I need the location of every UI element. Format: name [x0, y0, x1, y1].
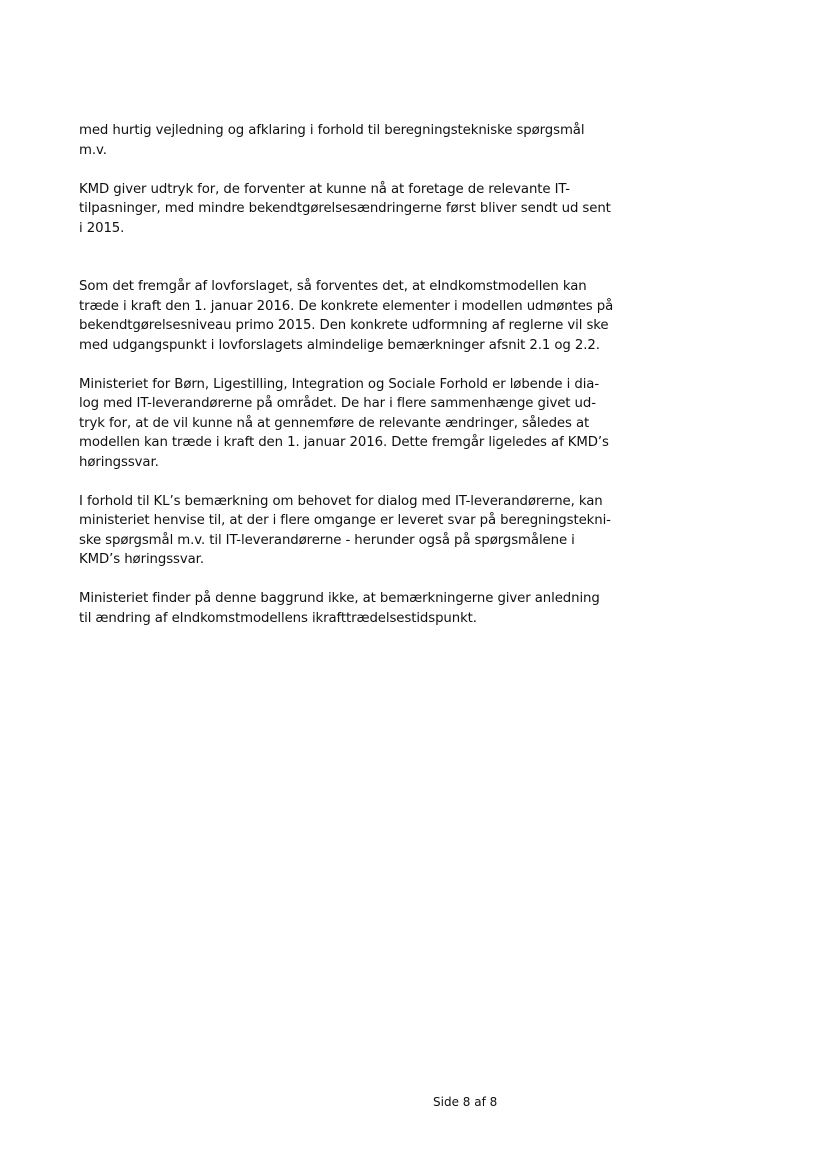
text-line: modellen kan træde i kraft den 1. januar 2016. Dette fremgår ligeledes af KMD’s — [79, 435, 609, 450]
paragraph-6 — [79, 589, 624, 628]
text-line: log med IT-leverandørerne på området. De har i flere sammenhænge givet ud- — [79, 396, 596, 411]
text-line: tilpasninger, med mindre bekendtgørelsesændringerne først bliver sendt ud sent — [79, 201, 611, 216]
text-line: tryk for, at de vil kunne nå at gennemføre de relevante ændringer, således at — [79, 415, 590, 431]
text-line: ministeriet henvise til, at der i flere omgange er leveret svar på beregningstekni- — [79, 513, 611, 528]
text-line: til ændring af eIndkomstmodellens ikrafttrædelsestidspunkt. — [79, 610, 477, 626]
paragraph-gap — [79, 570, 624, 590]
text-line: KMD giver udtryk for, de forventer at kunne nå at foretage de relevante IT- — [79, 181, 570, 197]
text-line: ske spørgsmål m.v. til IT-leverandørerne - herunder også på spørgsmålene i — [79, 532, 575, 548]
body-text — [79, 121, 624, 628]
paragraph-gap — [79, 238, 624, 277]
paragraph-3 — [79, 277, 624, 355]
text-line: bekendtgørelsesniveau primo 2015. Den konkrete udformning af reglerne vil ske — [79, 318, 609, 333]
paragraph-gap — [79, 472, 624, 492]
paragraph-4 — [79, 375, 624, 473]
text-line: i 2015. — [79, 220, 125, 236]
text-line: med udgangspunkt i lovforslagets almindelige bemærkninger afsnit 2.1 og 2.2. — [79, 337, 600, 353]
paragraph-5 — [79, 492, 624, 570]
paragraph-gap — [79, 355, 624, 375]
paragraph-2 — [79, 180, 624, 239]
paragraph-1 — [79, 121, 624, 160]
text-line: med hurtig vejledning og afklaring i forhold til beregningstekniske spørgsmål — [79, 123, 585, 138]
text-line: Ministeriet for Børn, Ligestilling, Integration og Sociale Forhold er løbende i dia- — [79, 376, 600, 392]
text-line: m.v. — [79, 142, 107, 158]
text-line: høringssvar. — [79, 454, 159, 470]
paragraph-gap — [79, 160, 624, 180]
text-line: Som det fremgår af lovforslaget, så forventes det, at eIndkomstmodellen kan — [79, 279, 587, 294]
text-line: KMD’s høringssvar. — [79, 552, 204, 567]
text-line: Ministeriet finder på denne baggrund ikke, at bemærkningerne giver anledning — [79, 591, 600, 606]
text-line: træde i kraft den 1. januar 2016. De konkrete elementer i modellen udmøntes på — [79, 298, 614, 314]
page-number-footer: Side 8 af 8 — [433, 1095, 498, 1109]
text-line: I forhold til KL’s bemærkning om behovet for dialog med IT-leverandørerne, kan — [79, 493, 603, 509]
